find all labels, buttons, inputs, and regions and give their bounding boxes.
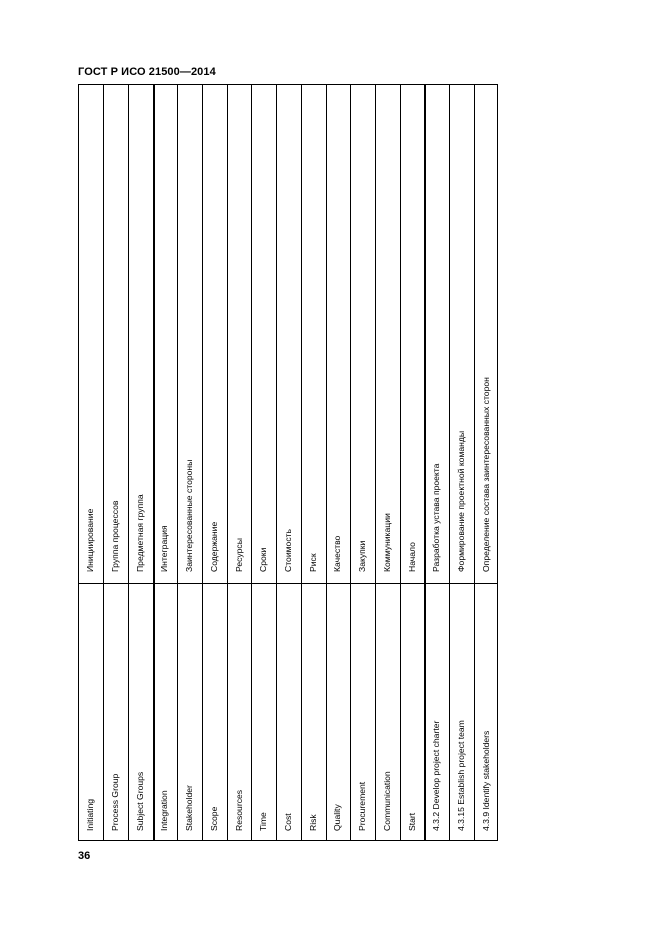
column-divider [128,85,129,840]
term-russian: Закупки [357,540,368,572]
column-divider [251,85,252,840]
column-divider [449,85,450,840]
term-russian: Сроки [258,547,269,572]
document-header: ГОСТ Р ИСО 21500—2014 [78,66,216,78]
column-divider [301,85,302,840]
column-divider [350,85,351,840]
term-english: Integration [159,790,170,831]
term-english: Communication [381,771,392,831]
term-english: Stakeholder [184,785,195,831]
term-english: 4.3.15 Establish project team [455,720,466,831]
column-divider [153,85,155,840]
term-russian: Риск [307,553,318,572]
column-divider [177,85,178,840]
term-russian: Стоимость [283,528,293,572]
term-english: Cost [283,813,293,831]
term-russian: Ресурсы [233,538,244,572]
page-number: 36 [78,850,91,862]
term-russian: Начало [406,542,417,572]
term-english: Start [406,812,417,831]
term-english: Initiating [85,798,96,831]
term-english: Resources [233,789,244,831]
term-russian: Группа процессов [110,500,121,572]
term-russian: Формирование проектной команды [455,430,466,572]
column-divider [400,85,401,840]
term-russian: Инициирование [85,508,96,572]
column-divider [276,85,277,840]
section-divider [79,583,497,584]
term-english: Quality [332,804,343,831]
column-divider [103,85,104,840]
column-divider [202,85,203,840]
term-russian: Интеграция [159,525,170,572]
term-english: 4.3.2 Develop project charter [431,720,442,831]
term-english: Process Group [110,773,121,831]
column-divider [424,85,426,840]
term-russian: Заинтересованные стороны [184,459,195,572]
term-english: Subject Groups [134,771,145,831]
term-english: Procurement [357,781,368,831]
term-english: Time [258,812,269,831]
term-russian: Определение состава заинтересованных сторон [480,377,491,572]
term-russian: Содержание [208,521,219,572]
term-english: Scope [208,806,219,831]
column-divider [326,85,327,840]
term-russian: Качество [332,535,343,572]
column-divider [227,85,228,840]
column-divider [474,85,475,840]
term-english: Risk [307,814,318,831]
term-english: 4.3.9 Identify stakeholders [480,730,491,831]
column-divider [375,85,376,840]
term-russian: Разработка устава проекта [431,463,442,572]
term-russian: Предметная группа [134,494,145,572]
term-russian: Коммуникации [381,513,392,572]
glossary-table [78,84,498,841]
